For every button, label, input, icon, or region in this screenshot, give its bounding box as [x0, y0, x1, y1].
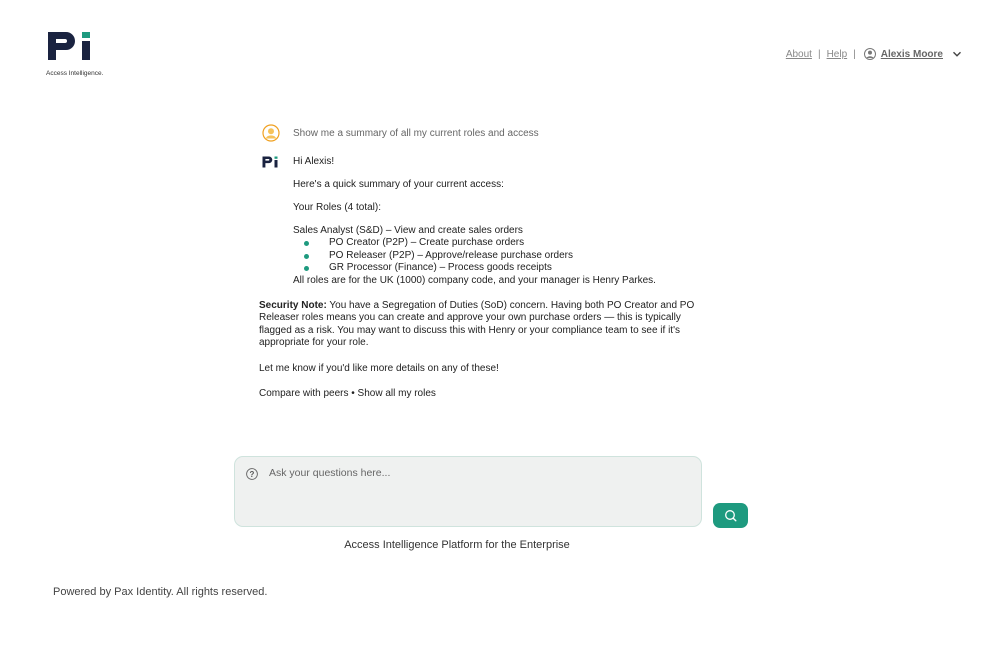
- question-icon: [246, 468, 258, 480]
- roles-note: All roles are for the UK (1000) company code, and your manager is Henry Parkes.: [293, 275, 656, 286]
- assistant-avatar: [262, 155, 280, 173]
- nav-separator: |: [853, 48, 856, 60]
- svg-text:?: ?: [249, 469, 255, 479]
- top-navigation: [786, 48, 962, 60]
- help-link[interactable]: Help: [826, 48, 848, 60]
- chat-input[interactable]: [267, 466, 691, 480]
- platform-caption: Access Intelligence Platform for the Enterprise: [344, 539, 570, 551]
- user-query-text: Show me a summary of all my current roles and access: [293, 127, 539, 139]
- user-query-row: [262, 124, 539, 142]
- search-icon: [724, 509, 737, 522]
- nav-separator: |: [817, 48, 821, 60]
- user-avatar-icon: [864, 48, 876, 60]
- user-chat-avatar-icon: [262, 124, 280, 142]
- user-menu[interactable]: [864, 48, 962, 60]
- role-item: PO Creator (P2P) – Create purchase orders: [293, 237, 573, 250]
- suggested-actions[interactable]: Compare with peers • Show all my roles: [259, 388, 436, 399]
- send-button[interactable]: [713, 503, 748, 528]
- brand-logo[interactable]: [46, 30, 116, 62]
- about-link[interactable]: About: [785, 48, 812, 60]
- security-note: [259, 300, 707, 350]
- response-greeting: Hi Alexis!: [293, 156, 335, 167]
- security-note-label: Security Note:: [259, 300, 327, 311]
- pi-assistant-icon: [262, 156, 280, 168]
- role-list: [293, 237, 573, 275]
- pi-logo-icon: [46, 30, 102, 62]
- user-name: Alexis Moore: [880, 48, 943, 60]
- footer-text: Powered by Pax Identity. All rights reserved.: [53, 586, 268, 598]
- response-followup: Let me know if you'd like more details on any of these!: [259, 363, 499, 374]
- chat-input-box[interactable]: [234, 456, 702, 527]
- response-intro: Here's a quick summary of your current access:: [293, 179, 504, 190]
- roles-title: Your Roles (4 total):: [293, 202, 382, 213]
- brand-tagline: Access Intelligence.: [46, 70, 104, 77]
- security-note-text: You have a Segregation of Duties (SoD) concern. Having both PO Creator and PO Releaser roles means you can create and approve your own purchase orders — this is typically flagged as a risk. You may want to discuss this with Henry or your compliance team to see if it's appropriate for your role.: [259, 300, 695, 349]
- chevron-down-icon[interactable]: [952, 49, 962, 59]
- role-item: Sales Analyst (S&D) – View and create sales orders: [293, 225, 523, 236]
- role-item: GR Processor (Finance) – Process goods receipts: [293, 262, 573, 275]
- role-item: PO Releaser (P2P) – Approve/release purchase orders: [293, 250, 573, 263]
